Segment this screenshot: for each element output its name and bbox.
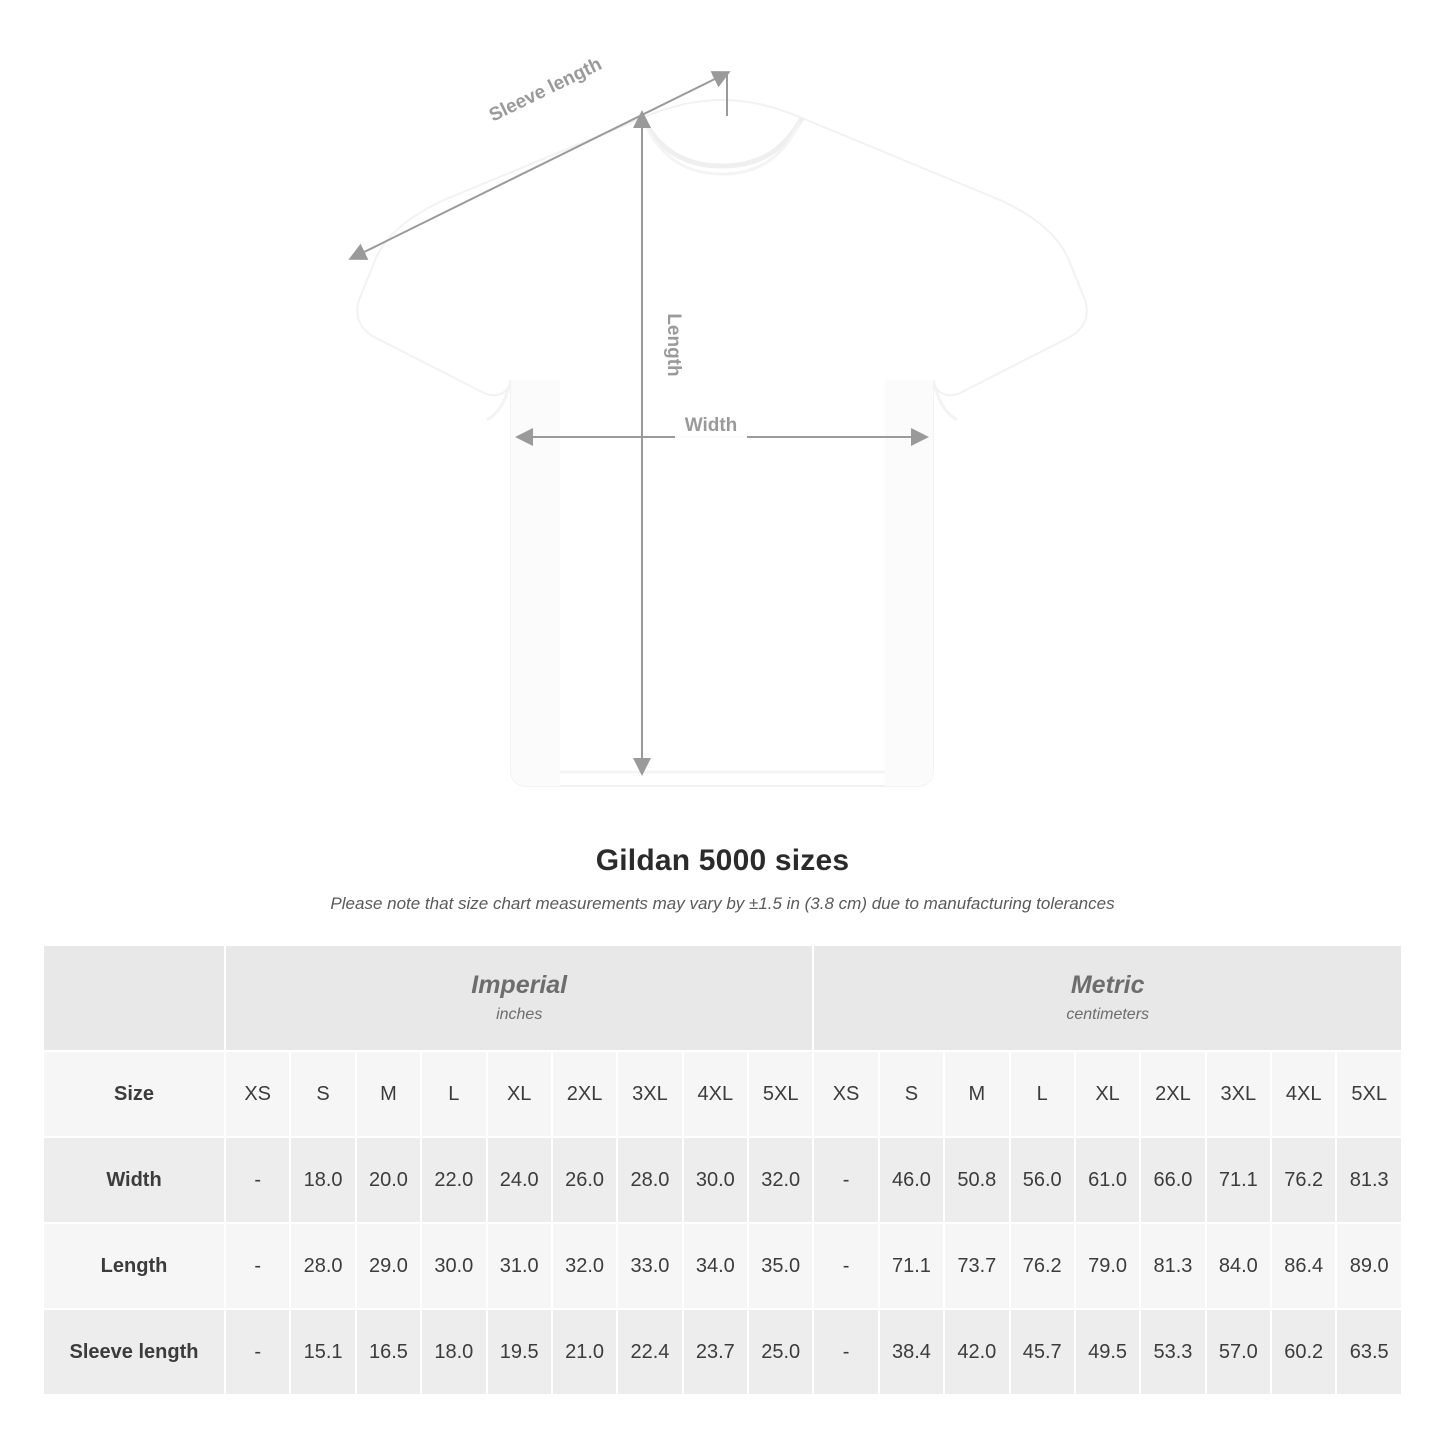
table-row [43,1137,1402,1223]
col-header-metric-xs: XS [813,1051,878,1137]
size-header-row [43,1051,1402,1137]
table-row [43,1223,1402,1309]
col-header-imperial-5xl: 5XL [748,1051,813,1137]
cell-width-imperial-3xl: 28.0 [617,1137,682,1223]
col-header-metric-s: S [879,1051,944,1137]
cell-length-imperial-xs: - [225,1223,290,1309]
col-header-imperial-xl: XL [487,1051,552,1137]
col-header-imperial-s: S [290,1051,355,1137]
cell-length-imperial-m: 29.0 [356,1223,421,1309]
col-header-imperial-xs: XS [225,1051,290,1137]
tolerance-note: Please note that size chart measurements may vary by ±1.5 in (3.8 cm) due to manufacturing tolerances [330,894,1115,913]
cell-sleeve-metric-2xl: 53.3 [1140,1309,1205,1395]
cell-sleeve-metric-4xl: 60.2 [1271,1309,1336,1395]
size-table [42,944,1403,1396]
cell-sleeve-imperial-s: 15.1 [290,1309,355,1395]
col-header-metric-3xl: 3XL [1206,1051,1271,1137]
col-header-imperial-m: M [356,1051,421,1137]
col-header-metric-m: M [944,1051,1009,1137]
cell-sleeve-imperial-m: 16.5 [356,1309,421,1395]
cell-width-metric-2xl: 66.0 [1140,1137,1205,1223]
cell-width-metric-xs: - [813,1137,878,1223]
cell-length-imperial-3xl: 33.0 [617,1223,682,1309]
row-label-sleeve-length: Sleeve length [43,1309,225,1395]
cell-width-metric-3xl: 71.1 [1206,1137,1271,1223]
col-header-metric-l: L [1010,1051,1075,1137]
cell-width-imperial-5xl: 32.0 [748,1137,813,1223]
metric-unit-sub: centimeters [1066,1005,1150,1023]
size-header-label: Size [43,1051,225,1137]
cell-sleeve-imperial-4xl: 23.7 [683,1309,748,1395]
tshirt-shape [357,100,1086,786]
cell-length-metric-s: 71.1 [879,1223,944,1309]
cell-sleeve-imperial-3xl: 22.4 [617,1309,682,1395]
cell-length-imperial-s: 28.0 [290,1223,355,1309]
cell-length-metric-4xl: 86.4 [1271,1223,1336,1309]
cell-sleeve-metric-s: 38.4 [879,1309,944,1395]
cell-sleeve-metric-m: 42.0 [944,1309,1009,1395]
cell-length-metric-m: 73.7 [944,1223,1009,1309]
col-header-metric-4xl: 4XL [1271,1051,1336,1137]
cell-length-imperial-xl: 31.0 [487,1223,552,1309]
cell-width-imperial-s: 18.0 [290,1137,355,1223]
cell-width-metric-l: 56.0 [1010,1137,1075,1223]
row-label-length: Length [43,1223,225,1309]
sleeve-length-label: Sleeve length [485,53,606,127]
cell-length-metric-xl: 79.0 [1075,1223,1140,1309]
cell-sleeve-metric-xs: - [813,1309,878,1395]
cell-sleeve-imperial-2xl: 21.0 [552,1309,617,1395]
cell-length-metric-2xl: 81.3 [1140,1223,1205,1309]
cell-width-metric-5xl: 81.3 [1336,1137,1402,1223]
table-row [43,1309,1402,1395]
cell-width-imperial-l: 22.0 [421,1137,486,1223]
col-header-metric-2xl: 2XL [1140,1051,1205,1137]
cell-sleeve-imperial-5xl: 25.0 [748,1309,813,1395]
col-header-imperial-3xl: 3XL [617,1051,682,1137]
cell-length-metric-3xl: 84.0 [1206,1223,1271,1309]
row-label-width: Width [43,1137,225,1223]
col-header-imperial-4xl: 4XL [683,1051,748,1137]
cell-width-imperial-4xl: 30.0 [683,1137,748,1223]
imperial-unit-sub: inches [496,1005,543,1023]
cell-width-imperial-m: 20.0 [356,1137,421,1223]
cell-length-imperial-2xl: 32.0 [552,1223,617,1309]
cell-length-metric-5xl: 89.0 [1336,1223,1402,1309]
width-label: Width [684,415,738,436]
cell-length-metric-xs: - [813,1223,878,1309]
unit-header-row [43,945,1402,1051]
cell-width-imperial-xs: - [225,1137,290,1223]
metric-unit-header [813,945,1402,1051]
cell-sleeve-metric-3xl: 57.0 [1206,1309,1271,1395]
cell-sleeve-metric-l: 45.7 [1010,1309,1075,1395]
cell-sleeve-imperial-xl: 19.5 [487,1309,552,1395]
col-header-imperial-2xl: 2XL [552,1051,617,1137]
cell-length-imperial-5xl: 35.0 [748,1223,813,1309]
col-header-imperial-l: L [421,1051,486,1137]
cell-length-imperial-4xl: 34.0 [683,1223,748,1309]
col-header-metric-xl: XL [1075,1051,1140,1137]
imperial-unit-header [225,945,813,1051]
cell-sleeve-imperial-xs: - [225,1309,290,1395]
page-title: Gildan 5000 sizes [595,844,850,877]
cell-width-metric-s: 46.0 [879,1137,944,1223]
cell-length-imperial-l: 30.0 [421,1223,486,1309]
imperial-unit-name: Imperial [471,971,568,1000]
cell-sleeve-metric-xl: 49.5 [1075,1309,1140,1395]
cell-sleeve-imperial-l: 18.0 [421,1309,486,1395]
cell-sleeve-metric-5xl: 63.5 [1336,1309,1402,1395]
cell-width-imperial-xl: 24.0 [487,1137,552,1223]
metric-unit-name: Metric [1070,971,1145,1000]
col-header-metric-5xl: 5XL [1336,1051,1402,1137]
cell-width-metric-xl: 61.0 [1075,1137,1140,1223]
length-label: Length [663,313,684,377]
size-table-wrapper [0,944,1445,1396]
cell-length-metric-l: 76.2 [1010,1223,1075,1309]
cell-width-metric-4xl: 76.2 [1271,1137,1336,1223]
table-corner-cell [43,945,225,1051]
cell-width-metric-m: 50.8 [944,1137,1009,1223]
cell-width-imperial-2xl: 26.0 [552,1137,617,1223]
